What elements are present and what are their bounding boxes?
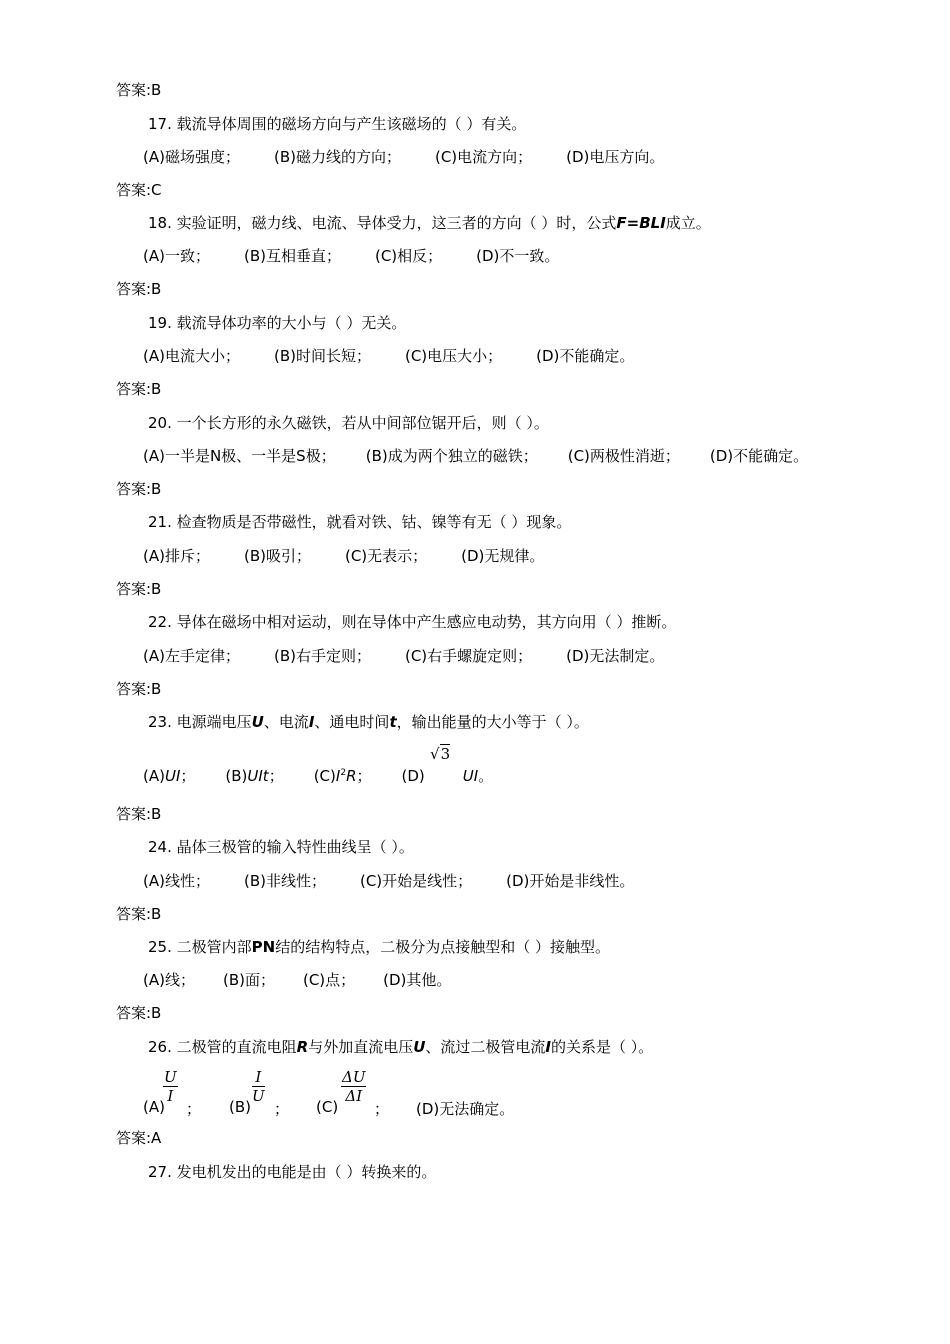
option-d: (D)其他。 xyxy=(383,971,452,989)
option-a-label: (A) xyxy=(143,767,165,785)
option-d: (D)电压方向。 xyxy=(566,148,665,166)
question-26-text: 26. 二极管的直流电阻 xyxy=(148,1038,297,1056)
denominator: ΔI xyxy=(345,1087,363,1105)
question-23-text-2: 、电流 xyxy=(263,713,309,731)
option-c-sep: ； xyxy=(356,767,372,785)
option-a-sep: ； xyxy=(180,767,196,785)
question-25-end: 结的结构特点，二极分为点接触型和（ ）接触型。 xyxy=(275,938,610,956)
option-b xyxy=(225,767,283,785)
symbol-r: R xyxy=(296,1038,309,1056)
symbol-u: U xyxy=(251,713,264,731)
numerator: I xyxy=(252,1068,265,1087)
options-22 xyxy=(143,646,698,666)
option-b: (B)吸引； xyxy=(243,547,311,565)
option-c: (C)点； xyxy=(302,971,356,989)
option-d-label: (D) xyxy=(401,767,425,785)
question-21: 21. 检查物质是否带磁性，就看对铁、钴、镍等有无（ ）现象。 xyxy=(148,513,572,531)
fraction-u-over-i xyxy=(163,1068,178,1105)
option-d: (D)无规律。 xyxy=(461,547,545,565)
question-17: 17. 载流导体周围的磁场方向与产生该磁场的（ ）有关。 xyxy=(148,115,527,133)
option-b: (B)成为两个独立的磁铁； xyxy=(365,447,538,465)
question-25 xyxy=(148,937,610,957)
pn: PN xyxy=(251,938,276,956)
question-24: 24. 晶体三极管的输入特性曲线呈（ ）。 xyxy=(148,838,414,856)
option-d: (D)无法确定。 xyxy=(416,1100,515,1118)
options-19 xyxy=(143,346,668,366)
formula: F=BLI xyxy=(616,214,666,232)
fraction-i-over-u xyxy=(252,1068,265,1105)
numerator: ΔU xyxy=(342,1068,366,1086)
option-d-sep: 。 xyxy=(478,767,494,785)
option-b-sep: ； xyxy=(268,767,284,785)
options-17 xyxy=(143,147,698,167)
answer-24: 答案:B xyxy=(116,905,162,923)
option-c-label: (C) xyxy=(313,767,336,785)
option-d xyxy=(402,767,494,785)
option-b-label: (B) xyxy=(225,767,248,785)
question-26-text-2: 与外加直流电压 xyxy=(308,1038,414,1056)
answer-21: 答案:B xyxy=(116,580,162,598)
symbol-i: I xyxy=(308,713,315,731)
options-20 xyxy=(143,446,842,466)
question-27: 27. 发电机发出的电能是由（ ）转换来的。 xyxy=(148,1163,437,1181)
answer-22: 答案:B xyxy=(116,680,162,698)
question-26 xyxy=(148,1037,653,1057)
option-a: (A)磁场强度； xyxy=(143,148,240,166)
option-d: (D)无法制定。 xyxy=(566,647,665,665)
question-18 xyxy=(148,213,711,233)
question-26-text-3: 、流过二极管电流 xyxy=(425,1038,546,1056)
option-a: (A)排斥； xyxy=(143,547,210,565)
option-c-label: (C) xyxy=(316,1098,339,1116)
question-19: 19. 载流导体功率的大小与（ ）无关。 xyxy=(148,314,407,332)
option-a-label: (A) xyxy=(143,1098,165,1116)
question-18-end: 成立。 xyxy=(665,214,711,232)
superscript: 2 xyxy=(340,768,347,778)
question-23-text-3: 、通电时间 xyxy=(314,713,390,731)
option-a: (A)线性； xyxy=(143,872,210,890)
question-23 xyxy=(148,712,589,732)
option-b: (B)磁力线的方向； xyxy=(273,148,401,166)
option-d: (D)不一致。 xyxy=(476,247,560,265)
option-d: (D)开始是非线性。 xyxy=(506,872,635,890)
answer-26: 答案:A xyxy=(116,1129,162,1147)
radicand: 3 xyxy=(440,745,451,763)
question-22: 22. 导体在磁场中相对运动，则在导体中产生感应电动势，其方向用（ ）推断。 xyxy=(148,613,677,631)
option-a: (A)一半是N极、一半是S极； xyxy=(143,447,336,465)
option-b: (B)时间长短； xyxy=(273,347,371,365)
options-18 xyxy=(143,246,593,266)
option-d: (D)不能确定。 xyxy=(709,447,809,465)
option-c: (C)相反； xyxy=(374,247,443,265)
option-a xyxy=(143,767,195,785)
symbol-i: I xyxy=(545,1038,551,1056)
option-c: (C)电流方向； xyxy=(434,148,533,166)
fraction-du-over-di xyxy=(341,1068,366,1105)
option-b-sep: ； xyxy=(274,1100,290,1118)
option-a-sep: ； xyxy=(186,1100,202,1118)
answer-20: 答案:B xyxy=(116,480,162,498)
option-a: (A)电流大小； xyxy=(143,347,240,365)
option-c-formula-r: R xyxy=(346,767,357,785)
options-23 xyxy=(143,763,493,786)
symbol-t: t xyxy=(389,713,397,731)
option-c-sep: ； xyxy=(374,1100,390,1118)
option-a: (A)线； xyxy=(143,971,195,989)
question-18-text: 18. 实验证明，磁力线、电流、导体受力，这三者的方向（ ）时，公式 xyxy=(148,214,617,232)
options-25 xyxy=(143,970,485,990)
option-c: (C)右手螺旋定则； xyxy=(404,647,533,665)
option-a: (A)一致； xyxy=(143,247,210,265)
option-a: (A)左手定律； xyxy=(143,647,240,665)
option-c xyxy=(314,767,372,785)
option-c: (C)无表示； xyxy=(344,547,428,565)
question-23-text: 23. 电源端电压 xyxy=(148,713,252,731)
answer-17: 答案:C xyxy=(116,181,162,199)
option-c: (C)电压大小； xyxy=(404,347,503,365)
numerator: U xyxy=(164,1068,177,1086)
question-20: 20. 一个长方形的永久磁铁，若从中间部位锯开后，则（ ）。 xyxy=(148,414,549,432)
options-21 xyxy=(143,546,578,566)
option-b-formula: UIt xyxy=(247,767,269,785)
option-b: (B)非线性； xyxy=(243,872,326,890)
option-c-formula-i: I xyxy=(335,767,341,785)
answer-23: 答案:B xyxy=(116,805,162,823)
option-b: (B)右手定则； xyxy=(273,647,371,665)
symbol-u: U xyxy=(413,1038,426,1056)
sqrt-3: √3 xyxy=(430,745,451,763)
option-c: (C)两极性消逝； xyxy=(567,447,680,465)
answer-25: 答案:B xyxy=(116,1004,162,1022)
option-d-formula: UI xyxy=(462,767,479,785)
option-c: (C)开始是线性； xyxy=(359,872,473,890)
question-23-text-4: ，输出能量的大小等于（ ）。 xyxy=(396,713,589,731)
option-d: (D)不能确定。 xyxy=(536,347,635,365)
question-25-text: 25. 二极管内部 xyxy=(148,938,252,956)
option-b: (B)面； xyxy=(222,971,275,989)
denominator: I xyxy=(167,1087,174,1105)
answer-16: 答案:B xyxy=(116,81,162,99)
option-b-label: (B) xyxy=(229,1098,251,1116)
option-a-formula: UI xyxy=(164,767,181,785)
options-24 xyxy=(143,871,668,891)
answer-19: 答案:B xyxy=(116,380,162,398)
denominator: U xyxy=(252,1087,265,1105)
option-b: (B)互相垂直； xyxy=(243,247,341,265)
answer-18: 答案:B xyxy=(116,280,162,298)
question-26-text-4: 的关系是（ ）。 xyxy=(551,1038,654,1056)
